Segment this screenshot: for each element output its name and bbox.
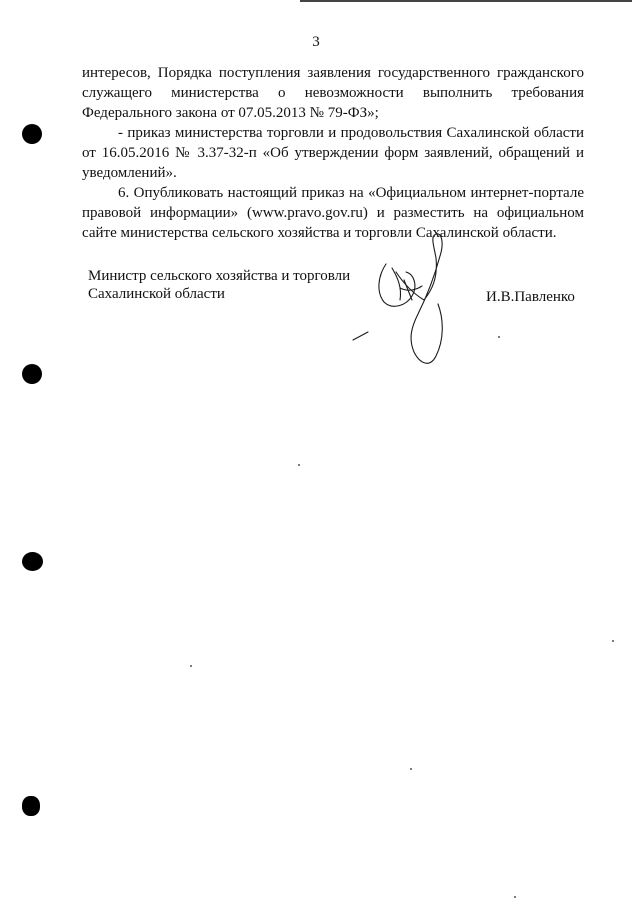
- paragraph-continuation-line-2: служащего министерства о невозможности выполнить требования: [82, 85, 584, 101]
- page-top-edge: [300, 0, 632, 2]
- scan-speck: [298, 464, 300, 466]
- document-body: [82, 63, 584, 243]
- paragraph-item-6: 6. Опубликовать настоящий приказ на «Официальном интернет-портале правовой информации» (www.pravo.gov.ru) и разместить на официальном сайте министерства сельского хозяйства и торговли Сахалинской области.: [82, 185, 584, 241]
- scan-speck: [498, 336, 500, 338]
- signatory-title: [88, 267, 350, 303]
- scan-speck: [410, 768, 412, 770]
- signatory-title-line-1: Министр сельского хозяйства и торговли: [88, 268, 351, 284]
- scan-speck: [190, 665, 192, 667]
- scan-speck: [514, 896, 516, 898]
- scan-speck: [612, 640, 614, 642]
- signatory-title-line-2: Сахалинской области: [88, 286, 225, 302]
- punch-hole: [22, 552, 43, 571]
- paragraph-continuation-line-1: интересов, Порядка поступления заявления государственного гражданского: [82, 65, 584, 81]
- paragraph-prikaz-item: - приказ министерства торговли и продовольствия Сахалинской области от 16.05.2016 № 3.37-32-п «Об утверждении форм заявлений, обращений и уведомлений».: [82, 125, 584, 181]
- punch-hole: [22, 364, 42, 384]
- signatory-name: И.В.Павленко: [486, 289, 575, 305]
- page-number: 3: [312, 34, 320, 50]
- paragraph-continuation-line-3: Федерального закона от 07.05.2013 № 79-ФЗ»;: [82, 105, 379, 121]
- punch-hole: [22, 796, 40, 816]
- punch-hole: [22, 124, 42, 144]
